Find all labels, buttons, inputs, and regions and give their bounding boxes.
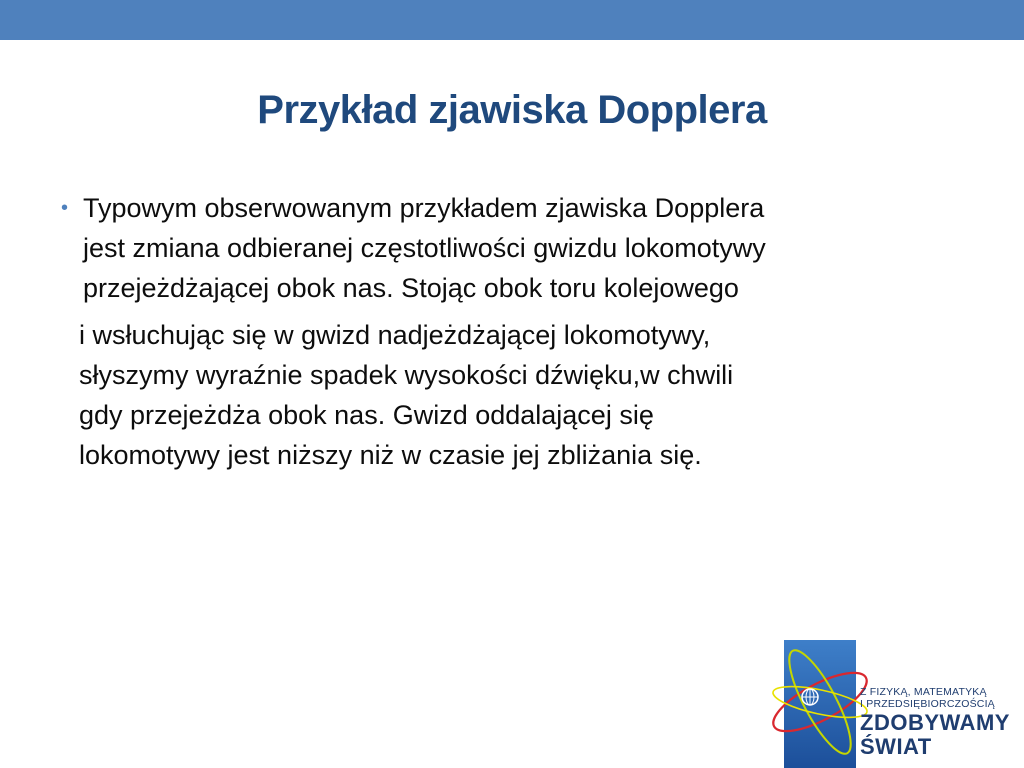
body-line: gdy przejeżdża obok nas. Gwizd oddalającej się — [79, 400, 654, 430]
bullet-paragraph — [58, 188, 958, 308]
body-line: słyszymy wyraźnie spadek wysokości dźwięku,w chwili — [79, 360, 734, 390]
slide-title: Przykład zjawiska Dopplera — [257, 88, 767, 132]
logo-title-line1: ZDOBYWAMY — [860, 710, 1010, 735]
body-line: Typowym obserwowanym przykładem zjawiska Dopplera — [83, 193, 765, 223]
body-line: jest zmiana odbieranej częstotliwości gwizdu lokomotywy — [83, 233, 766, 263]
logo-title-line2: ŚWIAT — [860, 734, 932, 759]
slide-body — [58, 188, 958, 475]
bullet-icon: • — [61, 197, 69, 219]
body-line: lokomotywy jest niższy niż w czasie jej zbliżania się. — [79, 440, 702, 470]
top-accent-bar — [0, 0, 1024, 40]
logo-tagline-line1: Z FIZYKĄ, MATEMATYKĄ — [860, 686, 987, 698]
logo-tagline-line2: I PRZEDSIĘBIORCZOŚCIĄ — [860, 698, 995, 710]
body-line: przejeżdżającej obok nas. Stojąc obok toru kolejowego — [83, 273, 739, 303]
body-line: i wsłuchując się w gwizd nadjeżdżającej lokomotywy, — [79, 320, 711, 350]
continuation-paragraph — [58, 315, 958, 475]
